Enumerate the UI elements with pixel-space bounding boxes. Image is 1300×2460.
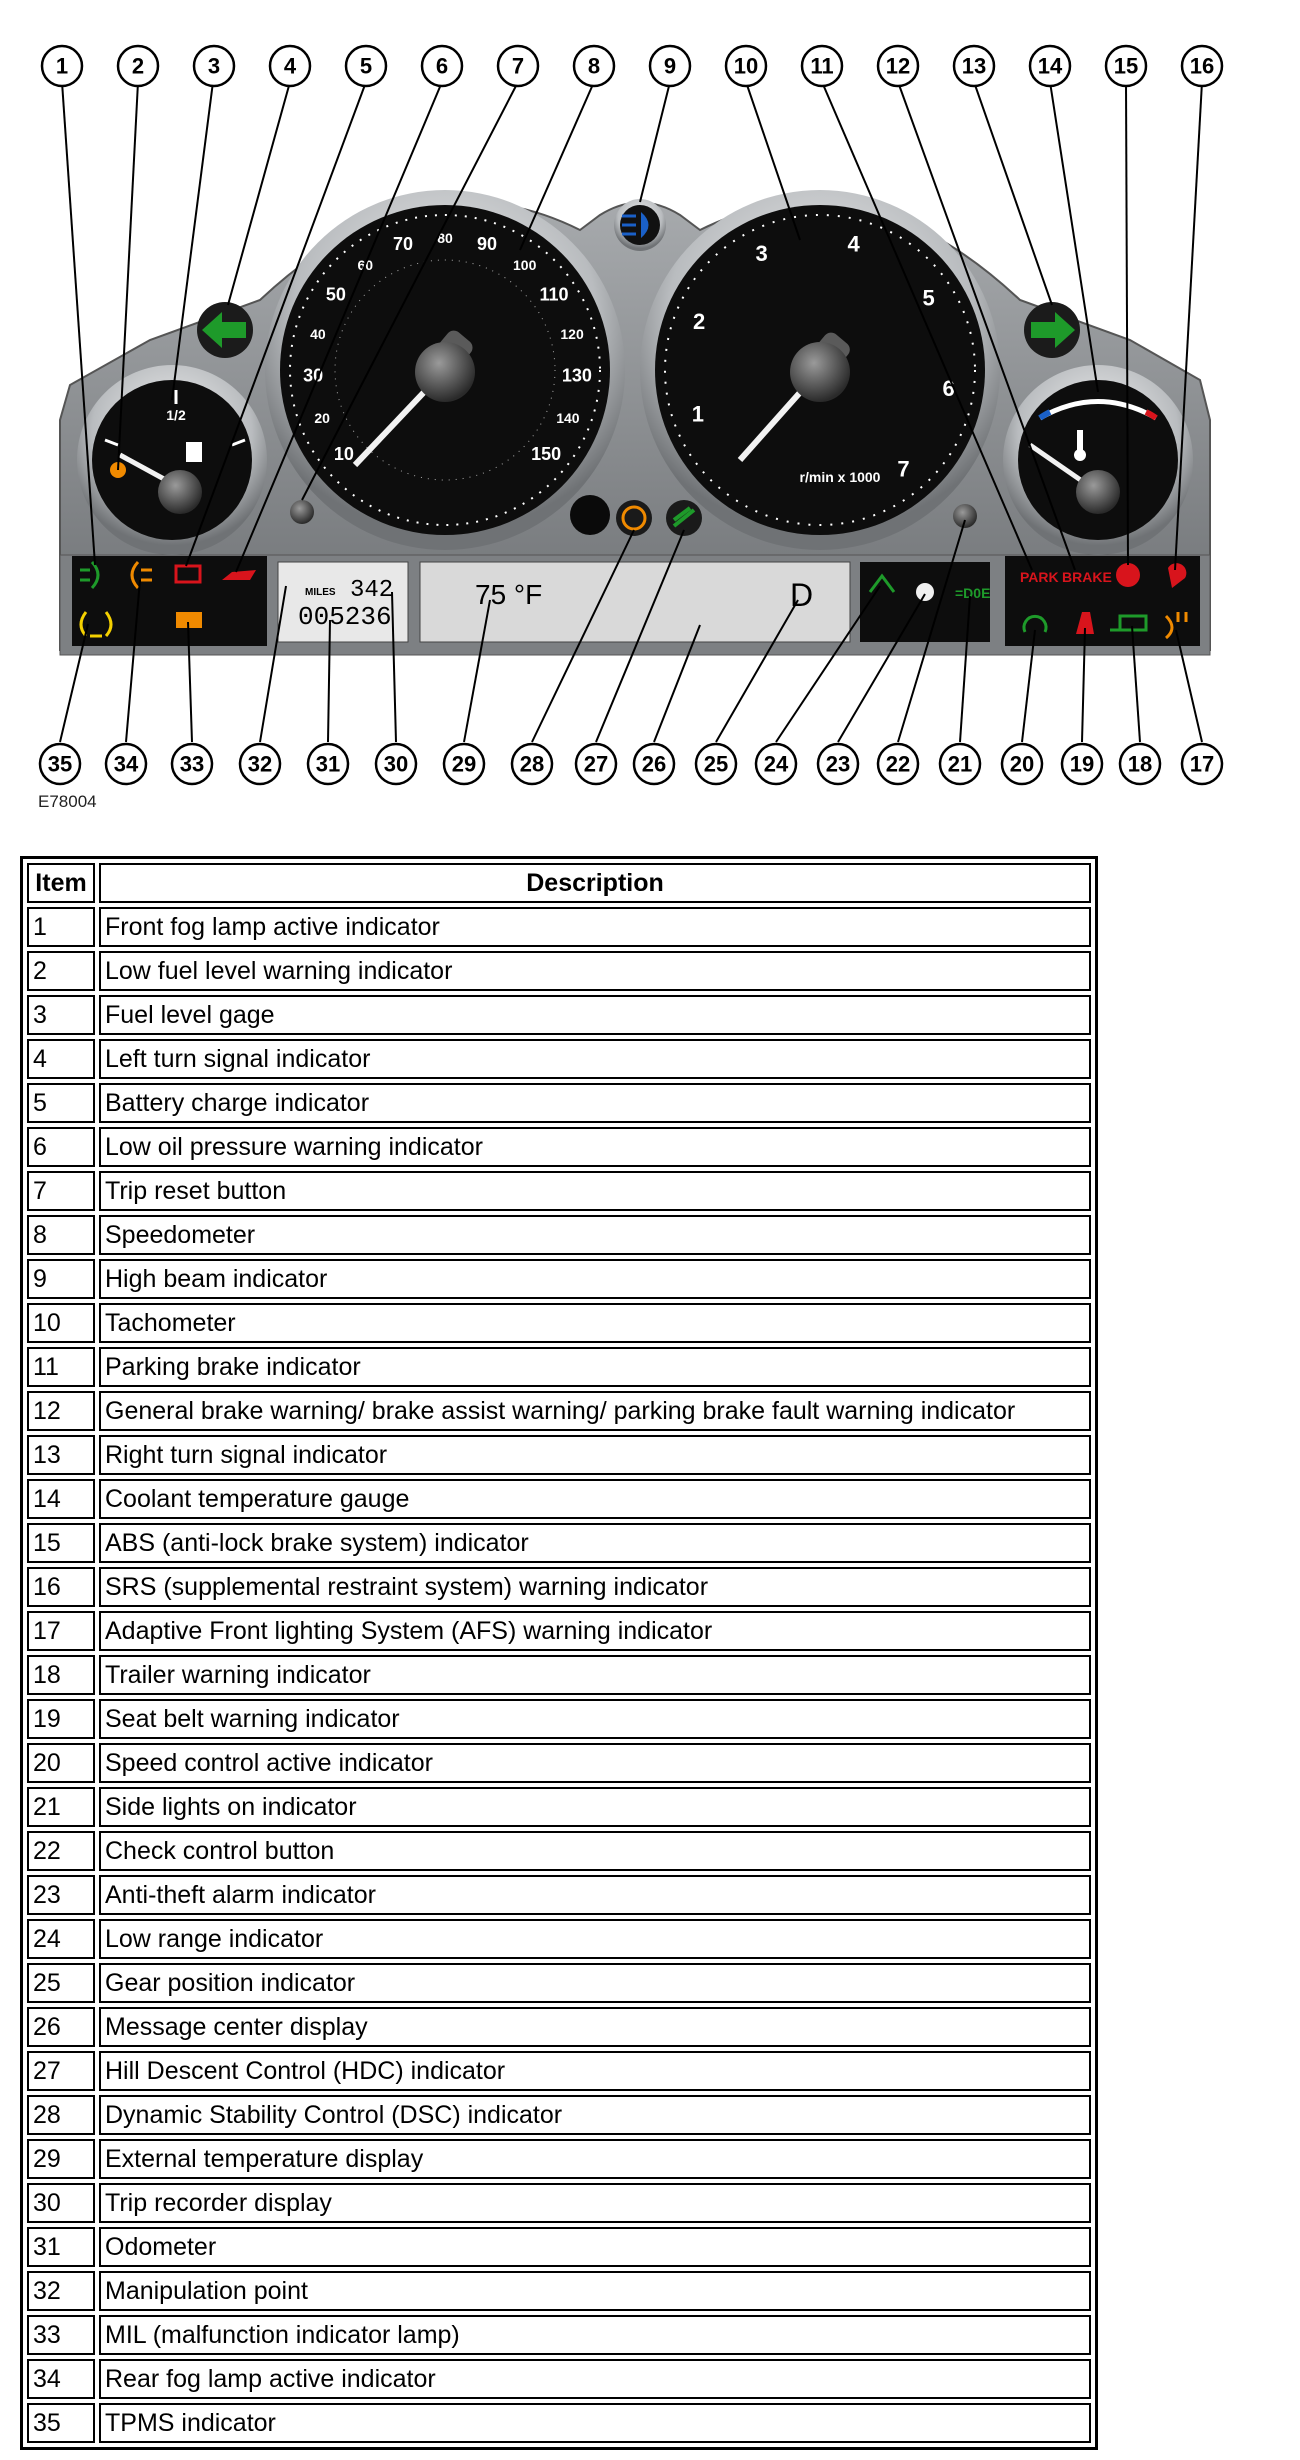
table-row <box>27 1831 1091 1871</box>
callout-9 <box>650 46 690 86</box>
callout-18 <box>1120 744 1160 784</box>
item-description: Speed control active indicator <box>99 1743 1091 1783</box>
svg-text:22: 22 <box>885 751 911 777</box>
item-description: Anti-theft alarm indicator <box>99 1875 1091 1915</box>
svg-text:34: 34 <box>113 751 139 777</box>
speedometer-tick-label: 90 <box>477 233 498 254</box>
table-row <box>27 2051 1091 2091</box>
callout-5 <box>346 46 386 86</box>
callout-34 <box>106 744 146 784</box>
top-callouts <box>42 46 1222 86</box>
table-header-row <box>27 863 1091 903</box>
svg-text:20: 20 <box>1009 751 1035 777</box>
middle-right-panel <box>860 562 990 642</box>
table-row <box>27 1215 1091 1255</box>
tachometer-tick-label: 7 <box>897 456 910 482</box>
item-number: 17 <box>27 1611 95 1651</box>
svg-text:26: 26 <box>641 751 667 777</box>
callout-21 <box>940 744 980 784</box>
svg-text:15: 15 <box>1113 53 1139 79</box>
speedometer-tick-label: 60 <box>357 256 374 273</box>
instrument-cluster-diagram <box>0 0 1300 830</box>
tachometer-tick-label: 6 <box>942 375 955 401</box>
item-description: High beam indicator <box>99 1259 1091 1299</box>
table-row <box>27 2183 1091 2223</box>
item-number: 10 <box>27 1303 95 1343</box>
item-description: Check control button <box>99 1831 1091 1871</box>
item-number: 18 <box>27 1655 95 1695</box>
table-row <box>27 1435 1091 1475</box>
item-description: External temperature display <box>99 2139 1091 2179</box>
callout-23 <box>818 744 858 784</box>
item-description: Odometer <box>99 2227 1091 2267</box>
callout-4 <box>270 46 310 86</box>
item-description: Low range indicator <box>99 1919 1091 1959</box>
table-row <box>27 2139 1091 2179</box>
item-number: 20 <box>27 1743 95 1783</box>
table-row <box>27 1479 1091 1519</box>
item-number: 13 <box>27 1435 95 1475</box>
item-number: 35 <box>27 2403 95 2443</box>
callout-31 <box>308 744 348 784</box>
item-description: Seat belt warning indicator <box>99 1699 1091 1739</box>
item-description: SRS (supplemental restraint system) warning indicator <box>99 1567 1091 1607</box>
table-row <box>27 1347 1091 1387</box>
svg-text:5: 5 <box>359 53 373 79</box>
black-lamp-left <box>570 495 610 535</box>
item-description: Battery charge indicator <box>99 1083 1091 1123</box>
item-description: Parking brake indicator <box>99 1347 1091 1387</box>
callout-2 <box>118 46 158 86</box>
tachometer-tick-label: 1 <box>691 401 704 427</box>
item-number: 24 <box>27 1919 95 1959</box>
gear-position: D <box>790 577 814 613</box>
svg-text:1: 1 <box>55 53 69 79</box>
item-description: Message center display <box>99 2007 1091 2047</box>
item-description: TPMS indicator <box>99 2403 1091 2443</box>
item-number: 4 <box>27 1039 95 1079</box>
item-description: Fuel level gage <box>99 995 1091 1035</box>
callout-27 <box>576 744 616 784</box>
item-number: 19 <box>27 1699 95 1739</box>
item-description: Dynamic Stability Control (DSC) indicator <box>99 2095 1091 2135</box>
item-number: 23 <box>27 1875 95 1915</box>
table-row <box>27 1963 1091 2003</box>
item-number: 7 <box>27 1171 95 1211</box>
table-row <box>27 2271 1091 2311</box>
trip-value: 342 <box>350 577 394 604</box>
table-row <box>27 1699 1091 1739</box>
table-row <box>27 1787 1091 1827</box>
item-description: Right turn signal indicator <box>99 1435 1091 1475</box>
callout-15 <box>1106 46 1146 86</box>
item-description: Coolant temperature gauge <box>99 1479 1091 1519</box>
svg-text:8: 8 <box>587 53 601 79</box>
item-description: Adaptive Front lighting System (AFS) warning indicator <box>99 1611 1091 1651</box>
callout-33 <box>172 744 212 784</box>
svg-text:33: 33 <box>179 751 205 777</box>
table-row <box>27 951 1091 991</box>
callout-11 <box>802 46 842 86</box>
miles-label: MILES <box>305 587 336 598</box>
table-row <box>27 2315 1091 2355</box>
park-label: PARK <box>1020 569 1059 585</box>
side-lights-label: =D0E <box>955 585 991 601</box>
svg-text:19: 19 <box>1069 751 1095 777</box>
left-turn-signal <box>197 302 253 358</box>
item-number: 34 <box>27 2359 95 2399</box>
speedometer-tick-label: 50 <box>325 284 346 305</box>
svg-text:16: 16 <box>1189 53 1215 79</box>
callout-10 <box>726 46 766 86</box>
abs-icon <box>1116 563 1140 587</box>
callout-8 <box>574 46 614 86</box>
table-row <box>27 907 1091 947</box>
item-description: General brake warning/ brake assist warning/ parking brake fault warning indicator <box>99 1391 1091 1431</box>
svg-text:11: 11 <box>810 53 834 79</box>
coolant-gauge <box>1003 365 1193 555</box>
item-number: 15 <box>27 1523 95 1563</box>
table-row <box>27 2095 1091 2135</box>
callout-32 <box>240 744 280 784</box>
check-control-button[interactable] <box>953 504 977 528</box>
item-number: 21 <box>27 1787 95 1827</box>
svg-text:7: 7 <box>511 53 525 79</box>
table-row <box>27 1523 1091 1563</box>
speedometer-tick-label: 40 <box>310 326 326 343</box>
table-row <box>27 1039 1091 1079</box>
tachometer-tick-label: 2 <box>693 309 706 335</box>
item-description: Front fog lamp active indicator <box>99 907 1091 947</box>
callout-35 <box>40 744 80 784</box>
callout-3 <box>194 46 234 86</box>
svg-text:32: 32 <box>247 751 273 777</box>
table-row <box>27 2227 1091 2267</box>
svg-text:21: 21 <box>947 751 973 777</box>
speedometer-tick-label: 20 <box>314 410 330 427</box>
item-description: ABS (anti-lock brake system) indicator <box>99 1523 1091 1563</box>
item-description: Manipulation point <box>99 2271 1091 2311</box>
item-description: Left turn signal indicator <box>99 1039 1091 1079</box>
table-row <box>27 1655 1091 1695</box>
item-number: 2 <box>27 951 95 991</box>
item-number: 11 <box>27 1347 95 1387</box>
tachometer-unit-label: r/min x 1000 <box>799 469 881 485</box>
table-row <box>27 1391 1091 1431</box>
item-number: 33 <box>27 2315 95 2355</box>
callout-1 <box>42 46 82 86</box>
table-row <box>27 1303 1091 1343</box>
callout-24 <box>756 744 796 784</box>
callout-12 <box>878 46 918 86</box>
item-number: 3 <box>27 995 95 1035</box>
svg-text:6: 6 <box>435 53 449 79</box>
svg-text:4: 4 <box>283 53 297 79</box>
callout-19 <box>1062 744 1102 784</box>
item-number: 8 <box>27 1215 95 1255</box>
speedometer-tick-label: 80 <box>437 230 453 246</box>
item-description: Trailer warning indicator <box>99 1655 1091 1695</box>
callout-14 <box>1030 46 1070 86</box>
item-number: 16 <box>27 1567 95 1607</box>
svg-text:29: 29 <box>451 751 477 777</box>
callout-13 <box>954 46 994 86</box>
callout-17 <box>1182 744 1222 784</box>
table-row <box>27 2403 1091 2443</box>
svg-text:30: 30 <box>383 751 409 777</box>
item-number: 22 <box>27 1831 95 1871</box>
item-description: Side lights on indicator <box>99 1787 1091 1827</box>
item-number: 25 <box>27 1963 95 2003</box>
item-number: 9 <box>27 1259 95 1299</box>
svg-text:9: 9 <box>663 53 677 79</box>
table-row <box>27 1127 1091 1167</box>
high-beam-indicator <box>614 199 666 251</box>
description-column-header: Description <box>99 863 1091 903</box>
table-row <box>27 995 1091 1035</box>
table-row <box>27 1259 1091 1299</box>
item-description: Hill Descent Control (HDC) indicator <box>99 2051 1091 2091</box>
item-number: 32 <box>27 2271 95 2311</box>
callout-25 <box>696 744 736 784</box>
callout-26 <box>634 744 674 784</box>
item-description: Tachometer <box>99 1303 1091 1343</box>
tachometer-tick-label: 4 <box>847 231 860 257</box>
svg-text:31: 31 <box>315 751 341 777</box>
table-row <box>27 1171 1091 1211</box>
svg-text:23: 23 <box>825 751 851 777</box>
bottom-callouts <box>40 744 1222 784</box>
item-description: Low oil pressure warning indicator <box>99 1127 1091 1167</box>
fuel-half-label: 1/2 <box>166 407 186 423</box>
callout-16 <box>1182 46 1222 86</box>
item-column-header: Item <box>27 863 95 903</box>
item-number: 28 <box>27 2095 95 2135</box>
item-description: Trip recorder display <box>99 2183 1091 2223</box>
item-number: 5 <box>27 1083 95 1123</box>
speedometer-tick-label: 70 <box>392 233 413 254</box>
svg-text:3: 3 <box>207 53 221 79</box>
table-row <box>27 2359 1091 2399</box>
speedometer-tick-label: 110 <box>539 284 569 305</box>
odometer-panel <box>278 562 408 642</box>
table-row <box>27 1743 1091 1783</box>
table-row <box>27 1919 1091 1959</box>
fuel-pump-icon <box>186 442 202 462</box>
item-number: 31 <box>27 2227 95 2267</box>
table-row <box>27 1567 1091 1607</box>
svg-text:24: 24 <box>763 751 789 777</box>
speedometer-tick-label: 10 <box>333 443 354 464</box>
svg-text:12: 12 <box>885 53 911 79</box>
callout-28 <box>512 744 552 784</box>
svg-text:35: 35 <box>47 751 73 777</box>
item-number: 14 <box>27 1479 95 1519</box>
table-row <box>27 1083 1091 1123</box>
svg-text:25: 25 <box>703 751 729 777</box>
svg-text:18: 18 <box>1127 751 1153 777</box>
item-number: 30 <box>27 2183 95 2223</box>
odometer-value: 005236 <box>298 602 392 632</box>
item-description: Speedometer <box>99 1215 1091 1255</box>
speedometer-tick-label: 140 <box>556 410 580 427</box>
item-description: MIL (malfunction indicator lamp) <box>99 2315 1091 2355</box>
speedometer-tick-label: 120 <box>560 326 584 343</box>
tachometer-tick-label: 3 <box>755 240 768 266</box>
speedometer-tick-label: 150 <box>531 443 562 464</box>
tachometer-tick-label: 5 <box>922 285 935 311</box>
speedometer <box>265 190 625 550</box>
item-description: Low fuel level warning indicator <box>99 951 1091 991</box>
figure-code: E78004 <box>38 792 97 811</box>
svg-text:28: 28 <box>519 751 545 777</box>
svg-text:2: 2 <box>131 53 145 79</box>
anti-theft-icon <box>916 583 934 601</box>
item-number: 27 <box>27 2051 95 2091</box>
callout-30 <box>376 744 416 784</box>
item-number: 26 <box>27 2007 95 2047</box>
item-number: 1 <box>27 907 95 947</box>
callout-7 <box>498 46 538 86</box>
svg-text:10: 10 <box>733 53 759 79</box>
external-temperature: 75 °F <box>475 579 543 610</box>
description-table <box>20 856 1098 2450</box>
table-row <box>27 1611 1091 1651</box>
item-description: Gear position indicator <box>99 1963 1091 2003</box>
item-description: Rear fog lamp active indicator <box>99 2359 1091 2399</box>
callout-20 <box>1002 744 1042 784</box>
svg-text:13: 13 <box>961 53 987 79</box>
speedometer-tick-label: 130 <box>561 365 592 386</box>
trip-reset-button[interactable] <box>290 500 314 524</box>
item-number: 12 <box>27 1391 95 1431</box>
item-description: Trip reset button <box>99 1171 1091 1211</box>
callout-29 <box>444 744 484 784</box>
brake-label: BRAKE <box>1062 569 1112 585</box>
speedometer-tick-label: 30 <box>303 365 324 386</box>
svg-text:27: 27 <box>583 751 609 777</box>
right-turn-signal <box>1024 302 1080 358</box>
callout-22 <box>878 744 918 784</box>
item-number: 29 <box>27 2139 95 2179</box>
speedometer-tick-label: 100 <box>513 256 537 273</box>
table-row <box>27 2007 1091 2047</box>
callout-6 <box>422 46 462 86</box>
svg-text:14: 14 <box>1037 53 1063 79</box>
svg-text:17: 17 <box>1189 751 1215 777</box>
item-number: 6 <box>27 1127 95 1167</box>
table-row <box>27 1875 1091 1915</box>
